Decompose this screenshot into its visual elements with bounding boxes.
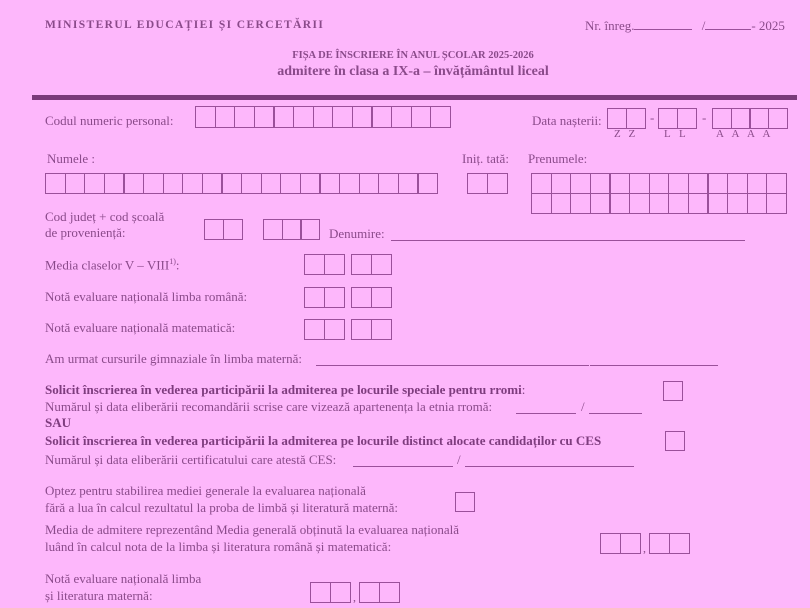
digit-box[interactable] xyxy=(304,254,325,275)
digit-box[interactable] xyxy=(620,533,641,554)
decimal-comma: , xyxy=(353,590,356,604)
digit-box[interactable] xyxy=(300,219,320,240)
char-box[interactable] xyxy=(378,173,399,194)
char-box[interactable] xyxy=(123,173,144,194)
digit-box[interactable] xyxy=(282,219,302,240)
char-box[interactable] xyxy=(531,173,552,194)
char-box[interactable] xyxy=(590,173,611,194)
char-box[interactable] xyxy=(182,173,203,194)
char-box[interactable] xyxy=(668,193,689,214)
char-box[interactable] xyxy=(215,106,236,128)
char-box[interactable] xyxy=(195,106,216,128)
char-box[interactable] xyxy=(398,173,419,194)
admission-average-decimal-input[interactable] xyxy=(649,533,690,554)
ces-certificate-number-field[interactable] xyxy=(353,452,453,467)
digit-box[interactable] xyxy=(351,254,372,275)
char-box[interactable] xyxy=(766,173,787,194)
char-box[interactable] xyxy=(668,173,689,194)
roma-request-text: Solicit înscrierea în vederea participării la admiterea pe locurile speciale pentru rromi xyxy=(45,382,522,397)
admission-average-label-line1: Media de admitere reprezentând Media generală obținută la evaluarea națională xyxy=(45,522,459,537)
char-box[interactable] xyxy=(551,173,572,194)
roma-detail-label: Numărul și data eliberării recomandării scrise care vizează apartenența la etnia rromă: xyxy=(45,399,493,414)
registration-date-field[interactable] xyxy=(705,29,751,30)
cnp-label: Codul numeric personal: xyxy=(45,113,174,128)
char-box[interactable] xyxy=(707,193,728,214)
average-label-text: Media claselor V – VIII xyxy=(45,257,170,273)
digit-box[interactable] xyxy=(626,108,646,129)
school-name-label: Denumire: xyxy=(329,226,385,241)
digit-box[interactable] xyxy=(304,319,325,340)
char-box[interactable] xyxy=(411,106,432,128)
footnote-marker: 1) xyxy=(169,257,176,266)
digit-box[interactable] xyxy=(351,319,372,340)
char-box[interactable] xyxy=(163,173,184,194)
char-box[interactable] xyxy=(747,173,768,194)
char-box[interactable] xyxy=(300,173,321,194)
admission-average-label-line2: luând în calcul nota de la limba și literatura română și matematică: xyxy=(45,539,392,554)
birth-date-separator: - xyxy=(650,110,655,125)
or-separator: SAU xyxy=(45,415,72,430)
roma-recommendation-date-field[interactable] xyxy=(589,399,642,414)
school-origin-label: de proveniență: xyxy=(45,225,126,240)
month-format-hint: L L xyxy=(664,128,686,140)
digit-box[interactable] xyxy=(324,319,345,340)
char-box[interactable] xyxy=(609,193,630,214)
char-box[interactable] xyxy=(371,106,392,128)
char-box[interactable] xyxy=(609,173,630,194)
char-box[interactable] xyxy=(45,173,66,194)
char-box[interactable] xyxy=(221,173,242,194)
char-box[interactable] xyxy=(417,173,438,194)
opt-out-label-line1: Optez pentru stabilirea mediei generale la evaluarea națională xyxy=(45,483,366,498)
digit-box[interactable] xyxy=(204,219,224,240)
digit-box[interactable] xyxy=(330,582,351,603)
char-box[interactable] xyxy=(339,173,360,194)
digit-box[interactable] xyxy=(712,108,732,129)
digit-box[interactable] xyxy=(600,533,621,554)
roma-separator: / xyxy=(581,399,585,414)
county-code-input[interactable] xyxy=(204,219,243,240)
mother-tongue-label: Am urmat cursurile gimnaziale în limba maternă: xyxy=(45,351,303,366)
letter-box[interactable] xyxy=(487,173,508,194)
form-title xyxy=(0,50,810,61)
char-box[interactable] xyxy=(629,193,650,214)
label-colon: : xyxy=(521,382,526,397)
en-math-integer-input[interactable] xyxy=(304,319,345,340)
char-box[interactable] xyxy=(261,173,282,194)
digit-box[interactable] xyxy=(371,287,392,308)
char-box[interactable] xyxy=(590,193,611,214)
mother-tongue-field-extra[interactable] xyxy=(590,351,718,366)
roma-checkbox[interactable] xyxy=(663,381,683,401)
ces-separator: / xyxy=(457,452,461,467)
birth-year-input[interactable] xyxy=(712,108,788,129)
digit-box[interactable] xyxy=(371,319,392,340)
school-name-field[interactable] xyxy=(391,226,745,241)
roma-request-label xyxy=(45,382,525,398)
digit-box[interactable] xyxy=(677,108,697,129)
en-mother-tongue-integer-input[interactable] xyxy=(310,582,351,603)
en-mother-tongue-label-line2: și literatura maternă: xyxy=(45,588,153,603)
registration-label: Nr. înreg. xyxy=(585,18,635,33)
birth-date-label: Data nașterii: xyxy=(532,113,602,128)
school-code-label: Cod județ + cod școală xyxy=(45,209,165,224)
digit-box[interactable] xyxy=(310,582,331,603)
char-box[interactable] xyxy=(313,106,334,128)
letter-box[interactable] xyxy=(467,173,488,194)
form-subtitle xyxy=(0,64,810,80)
father-initial-label: Iniț. tată: xyxy=(462,151,509,166)
father-initial-input[interactable] xyxy=(467,173,508,194)
char-box[interactable] xyxy=(234,106,255,128)
char-box[interactable] xyxy=(688,173,709,194)
char-box[interactable] xyxy=(688,193,709,214)
char-box[interactable] xyxy=(707,173,728,194)
header-divider xyxy=(32,95,797,100)
char-box[interactable] xyxy=(273,106,294,128)
average-v-viii-label xyxy=(45,257,180,273)
char-box[interactable] xyxy=(293,106,314,128)
last-name-input[interactable] xyxy=(45,173,438,194)
day-format-hint: Z Z xyxy=(614,128,636,140)
char-box[interactable] xyxy=(649,193,670,214)
form-subtitle-text: admitere în clasa a IX-a – învățământul liceal xyxy=(277,64,549,79)
en-mother-tongue-label-line1: Notă evaluare națională limba xyxy=(45,571,202,586)
opt-out-label-line2: fără a lua în calcul rezultatul la proba de limbă și literatură maternă: xyxy=(45,500,398,515)
ministry-name: MINISTERUL EDUCAȚIEI ȘI CERCETĂRII xyxy=(45,19,325,31)
digit-box[interactable] xyxy=(658,108,678,129)
char-box[interactable] xyxy=(65,173,86,194)
digit-box[interactable] xyxy=(669,533,690,554)
registration-number xyxy=(585,18,785,34)
char-box[interactable] xyxy=(319,173,340,194)
char-box[interactable] xyxy=(391,106,412,128)
char-box[interactable] xyxy=(359,173,380,194)
school-code-input[interactable] xyxy=(263,219,320,240)
first-name-input[interactable] xyxy=(531,173,786,213)
roma-recommendation-number-field[interactable] xyxy=(516,399,576,414)
average-decimal-input[interactable] xyxy=(351,254,392,275)
digit-box[interactable] xyxy=(649,533,670,554)
digit-box[interactable] xyxy=(324,287,345,308)
birth-month-input[interactable] xyxy=(658,108,697,129)
digit-box[interactable] xyxy=(731,108,751,129)
digit-box[interactable] xyxy=(324,254,345,275)
year-format-hint: A A A A xyxy=(716,128,771,140)
en-mother-tongue-decimal-input[interactable] xyxy=(359,582,400,603)
decimal-comma: , xyxy=(643,541,646,555)
char-box[interactable] xyxy=(570,193,591,214)
form-title-text: FIȘA DE ÎNSCRIERE ÎN ANUL ȘCOLAR 2025-2026 xyxy=(292,50,534,61)
en-romanian-integer-input[interactable] xyxy=(304,287,345,308)
char-box[interactable] xyxy=(531,193,552,214)
en-math-label: Notă evaluare națională matematică: xyxy=(45,320,236,335)
digit-box[interactable] xyxy=(379,582,400,603)
ces-detail-label: Numărul și data eliberării certificatului care atestă CES: xyxy=(45,452,337,467)
char-box[interactable] xyxy=(629,173,650,194)
char-box[interactable] xyxy=(766,193,787,214)
en-romanian-decimal-input[interactable] xyxy=(351,287,392,308)
char-box[interactable] xyxy=(430,106,451,128)
char-box[interactable] xyxy=(332,106,353,128)
char-box[interactable] xyxy=(570,173,591,194)
cnp-input[interactable] xyxy=(195,106,451,128)
birth-day-input[interactable] xyxy=(607,108,646,129)
mother-tongue-field[interactable] xyxy=(316,351,589,366)
char-box[interactable] xyxy=(254,106,275,128)
char-box[interactable] xyxy=(727,193,748,214)
ces-request-label: Solicit înscrierea în vederea participării la admiterea pe locurile distinct alocate candidaților cu CES xyxy=(45,433,602,448)
registration-separator: / xyxy=(701,18,706,33)
registration-year: - 2025 xyxy=(751,18,785,33)
digit-box[interactable] xyxy=(749,108,769,129)
first-name-label: Prenumele: xyxy=(528,151,588,166)
average-integer-input[interactable] xyxy=(304,254,345,275)
ces-certificate-date-field[interactable] xyxy=(465,452,634,467)
digit-box[interactable] xyxy=(263,219,283,240)
char-box[interactable] xyxy=(104,173,125,194)
digit-box[interactable] xyxy=(304,287,325,308)
en-math-decimal-input[interactable] xyxy=(351,319,392,340)
char-box[interactable] xyxy=(84,173,105,194)
char-box[interactable] xyxy=(727,173,748,194)
admission-average-integer-input[interactable] xyxy=(600,533,641,554)
registration-number-field[interactable] xyxy=(634,29,692,30)
char-box[interactable] xyxy=(202,173,223,194)
digit-box[interactable] xyxy=(351,287,372,308)
digit-box[interactable] xyxy=(359,582,380,603)
char-box[interactable] xyxy=(280,173,301,194)
char-box[interactable] xyxy=(747,193,768,214)
char-box[interactable] xyxy=(143,173,164,194)
en-romanian-label: Notă evaluare națională limba română: xyxy=(45,289,248,304)
digit-box[interactable] xyxy=(607,108,627,129)
ces-checkbox[interactable] xyxy=(665,431,685,451)
digit-box[interactable] xyxy=(371,254,392,275)
char-box[interactable] xyxy=(352,106,373,128)
last-name-label: Numele : xyxy=(47,151,96,166)
digit-box[interactable] xyxy=(223,219,243,240)
char-box[interactable] xyxy=(649,173,670,194)
digit-box[interactable] xyxy=(768,108,788,129)
char-box[interactable] xyxy=(241,173,262,194)
char-box[interactable] xyxy=(551,193,572,214)
opt-out-checkbox[interactable] xyxy=(455,492,475,512)
label-colon: : xyxy=(175,257,180,273)
birth-date-separator: - xyxy=(702,110,707,125)
